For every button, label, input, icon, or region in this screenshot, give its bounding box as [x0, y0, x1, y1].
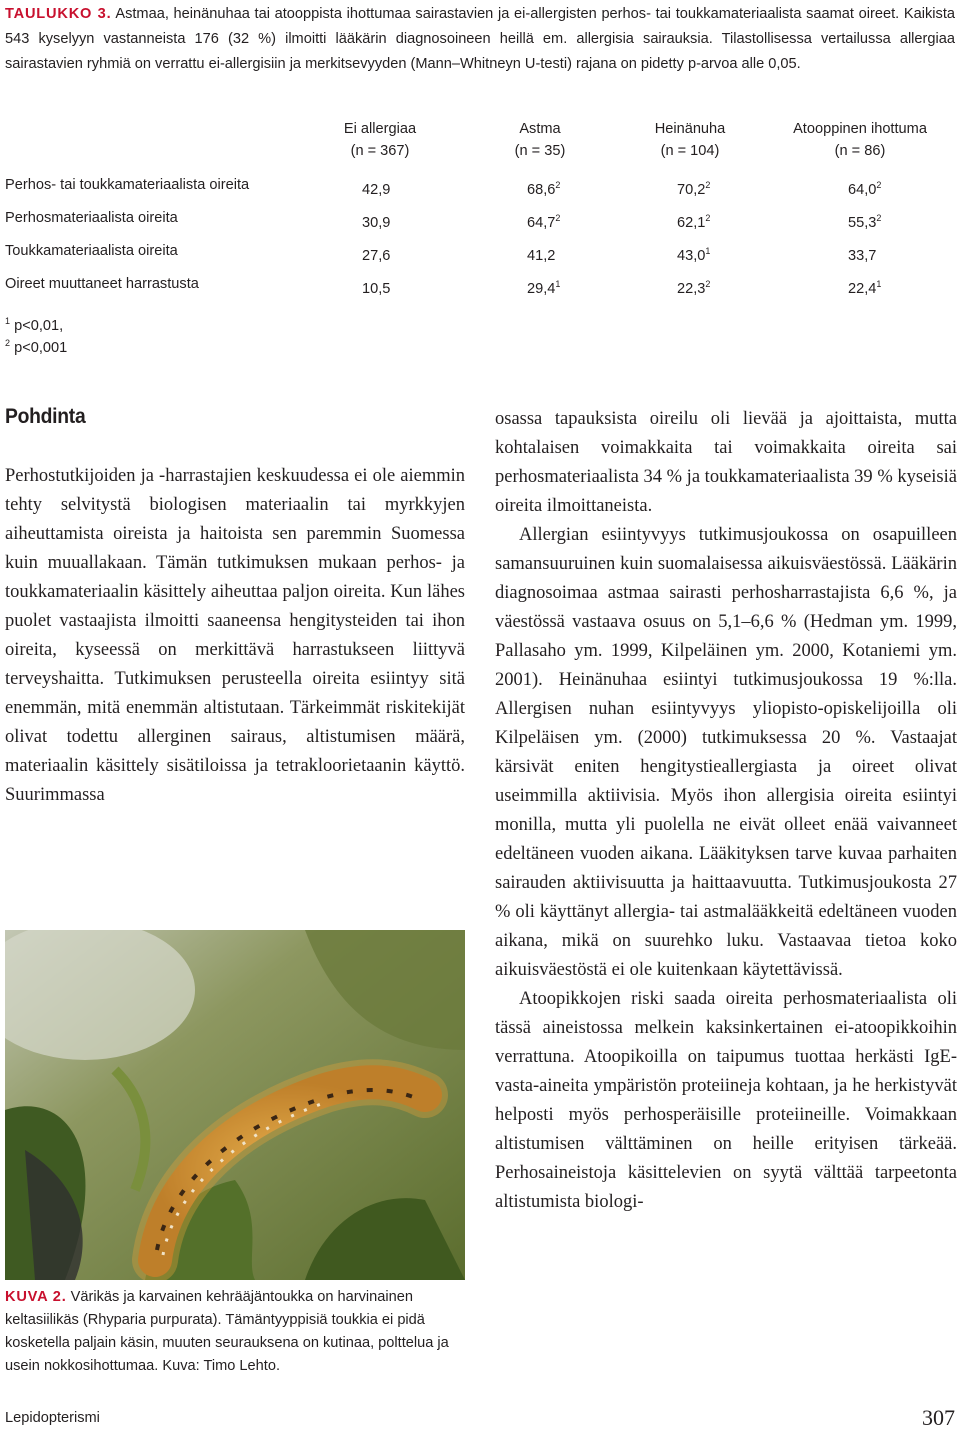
cell: 68,6$^2$ — [527, 180, 561, 198]
paragraph: Perhostutkijoiden ja -harrastajien keskuudessa ei ole aiemmin tehty selvitystä biologisen materiaalin tai myrkkyjen aiheuttamista oireista ja haitoista sen paremmin Suomessa kuin muuallakaan. Tämän tutkimuksen mukaan perhos- ja toukkamateriaalin käsittely aiheuttaa paljon oireita. Kun lähes puolet vastaajista ilmoitti saaneensa hengitysteiden tai ihon oireita, kyseessä on merkittävä harrastukseen liittyvä terveyshaitta. Tutkimuksen perusteella oireita esiintyy sitä enemmän, mitä enemmän altistutaan. Tärkeimmät riskitekijät olivat todettu allerginen sairaus, altistumisen määrä, materiaalin käsittely sisätiloissa ja tetrakloorietaanin käyttö. Suurimmassa — [5, 466, 465, 805]
table-caption-text: Astmaa, heinänuhaa tai atooppista ihottumaa sairastavien ja ei-allergisten perhos- tai toukkamateriaalista saamat oireet. Kaikista 543 kyselyyn vastanneista 176 (32 %) ilmoitti lääkärin diagnosoineen heillä em. allergisia sairauksia. Tilastollisessa vertailussa allergiaa sairastavien ryhmiä on verrattu ei-allergisiin ja merkitsevyyden (Mann–Whitneyn U-testi) rajana on pidetty p-arvoa alle 0,05. — [5, 6, 955, 72]
cell: 41,2 — [527, 248, 556, 264]
cell: 33,7 — [848, 248, 877, 264]
table-row — [0, 206, 960, 230]
cell: 42,9 — [362, 182, 391, 198]
cell: 62,1$^2$ — [677, 213, 711, 231]
column-header: Atooppinen ihottuma (n = 86) — [793, 121, 927, 159]
left-column — [5, 462, 465, 810]
cell: 70,2$^2$ — [677, 180, 711, 198]
table-row — [0, 173, 960, 197]
page-number: 307 — [922, 1405, 955, 1430]
cell: 64,7$^2$ — [527, 213, 561, 231]
cell: 22,3$^2$ — [677, 279, 711, 297]
row-label: Perhos- tai toukkamateriaalista oireita — [5, 177, 250, 193]
footnote: $^2$ p<0,001 — [5, 338, 68, 356]
table-label: TAULUKKO 3. — [5, 6, 112, 22]
cell: 55,3$^2$ — [848, 213, 882, 231]
paragraph: osassa tapauksista oireilu oli lievää ja ajoittaista, mutta kohtalaisen voimakkaita tai voimakkaita oireita sai perhosmateriaalista 34 % ja toukkamateriaalista 39 % kyseisiä oireita ilmoittaneista. — [495, 409, 957, 516]
figure-label: KUVA 2. — [5, 1289, 67, 1305]
paragraph: Allergian esiintyvyys tutkimusjoukossa on osapuilleen samansuuruinen kuin suomalaisessa aikuisväestössä. Lääkärin diagnosoimaa astmaa sairasti perhosharrastajista 6,6 %, ja väestössä vastaava osuus on 5,1–6,6 % (Hedman ym. 1999, Pallasaho ym. 1999, Kilpeläinen ym. 2000, Kotaniemi ym. 2001). Heinänuhaa esiintyi tutkimusjoukossa 19 %:lla. Allergisen nuhan esiintyvyys yliopisto-opiskelijoilla oli Kilpeläisen ym. (2000) tutkimuksessa 20 %. Vastaajat kärsivät eniten hengitystieallergiasta ja oireet olivat useimmilla aktiivisia. Myös ihon allergisia oireita esiintyi monilla, mutta yli puolella ne eivät olleet enää vaivanneet edeltäneen vuoden aikana. Lääkityksen tarve kuvaa parhaiten sairauden aktiivisuutta ja haittaavuutta. Tutkimusjoukosta 27 % oli käyttänyt allergia- tai astmalääkkeitä edeltäneen vuoden aikana, mikä on suurehko luku. Vastaavaa tietoa koko aikuisväestöstä ei ole kuitenkaan käytettävissä. — [495, 525, 957, 980]
caterpillar-photo — [5, 930, 465, 1280]
section-heading: Pohdinta — [5, 405, 86, 428]
table-row — [0, 239, 960, 263]
cell: 22,4$^1$ — [848, 279, 882, 297]
figure-caption — [5, 1286, 470, 1378]
cell: 43,0$^1$ — [677, 246, 711, 264]
footnote: $^1$ p<0,01, — [5, 316, 64, 334]
row-label: Oireet muuttaneet harrastusta — [5, 276, 199, 292]
column-header: Astma (n = 35) — [514, 121, 566, 159]
row-label: Toukkamateriaalista oireita — [5, 243, 178, 259]
cell: 64,0$^2$ — [848, 180, 882, 198]
table-row — [0, 272, 960, 296]
cell: 30,9 — [362, 215, 391, 231]
cell: 29,4$^1$ — [527, 279, 561, 297]
column-header: Ei allergiaa (n = 367) — [343, 121, 417, 159]
cell: 10,5 — [362, 281, 391, 297]
right-column — [495, 405, 957, 1217]
table-caption — [5, 2, 955, 77]
figure-caption-text: Värikäs ja karvainen kehrääjäntoukka on harvinainen keltasiilikäs (Rhyparia purpurata). Tämäntyyppisiä toukkia ei pidä kosketella paljain käsin, muuten seurauksena on kutinaa, polttelua ja usein nokkosihottumaa. Kuva: Timo Lehto. — [5, 1289, 449, 1374]
row-label: Perhosmateriaalista oireita — [5, 210, 178, 226]
column-header: Heinänuha (n = 104) — [654, 121, 726, 159]
paragraph: Atoopikkojen riski saada oireita perhosmateriaalista oli tässä aineistossa melkein kaksinkertainen ei-atoopikkoihin verrattuna. Atoopikoilla on taipumus tuottaa herkästi IgE-vasta-aineita ympäristön proteiineja kohtaan, ja he herkistyvät helposti myös perhosperäisille proteiineille. Voimakkaan altistumisen välttäminen on heille erityisen tärkeää. Perhosaineistoja käsittelevien on syytä välttää tarpeetonta altistumista biologi- — [495, 989, 957, 1212]
cell: 27,6 — [362, 248, 391, 264]
running-footer: Lepidopterismi — [5, 1410, 100, 1426]
